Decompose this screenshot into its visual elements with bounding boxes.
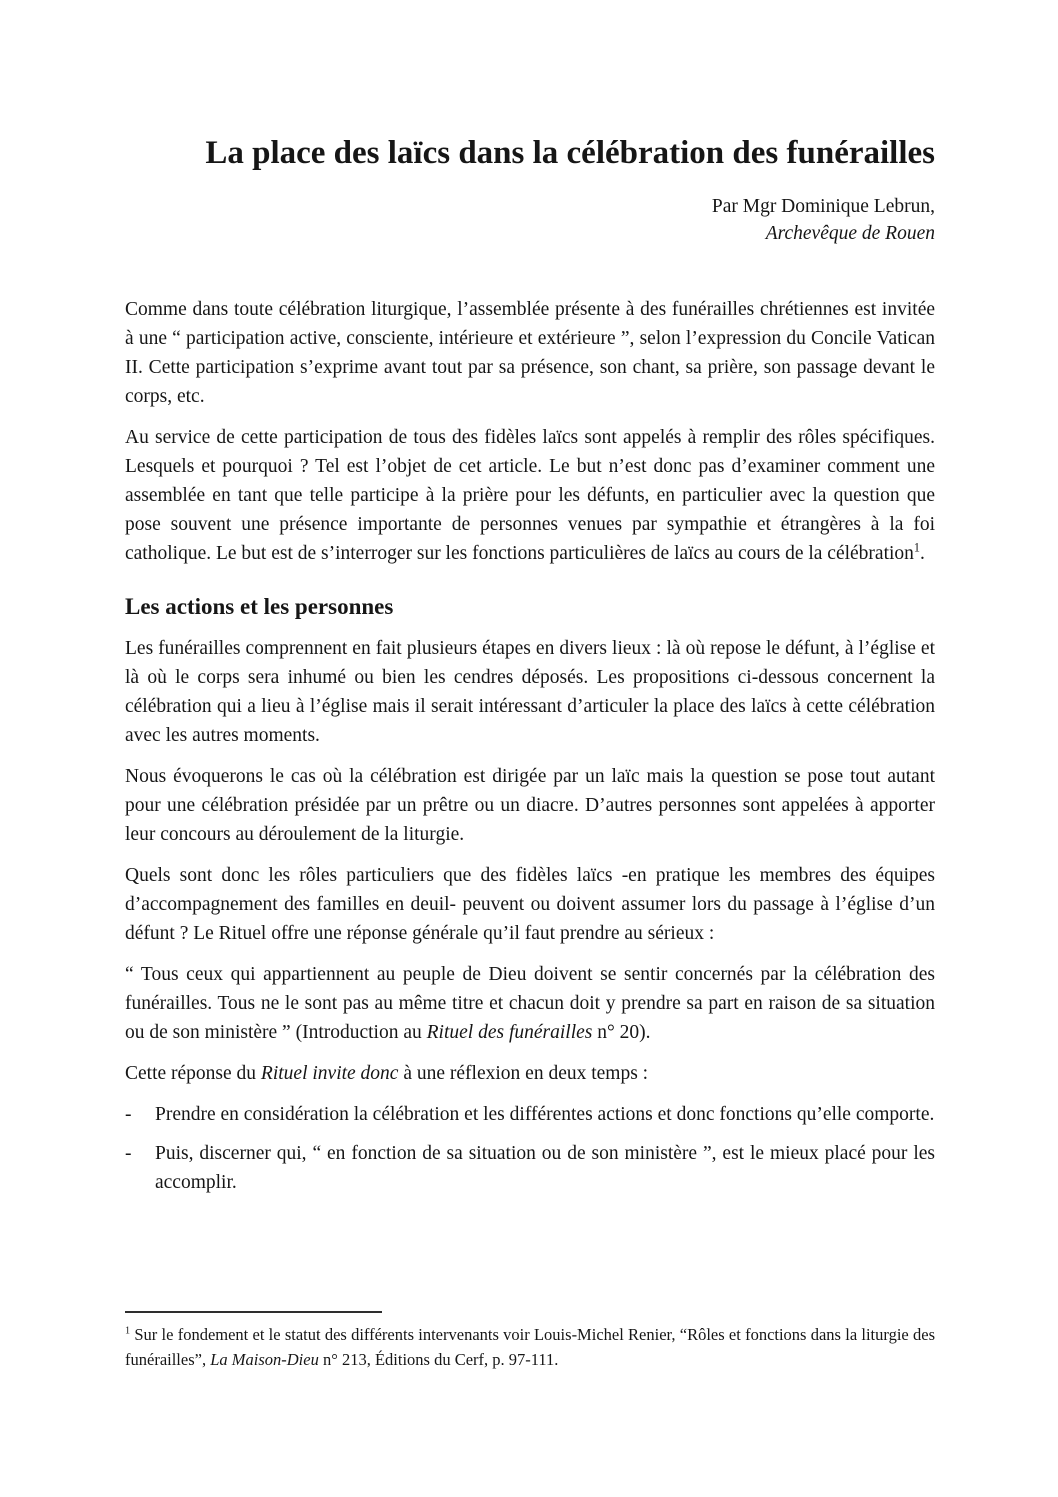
paragraph-section1-2: Nous évoquerons le cas où la célébration est dirigée par un laïc mais la question se pose tout autant pour une célébration présidée par un prêtre ou un diacre. D’autres personnes sont appelées à apporter leur concours au déroulement de la liturgie. [125,766,935,845]
section-heading-actions-personnes: Les actions et les personnes [125,594,394,619]
bullet-list [125,1100,935,1197]
document-title: La place des laïcs dans la célébration des funérailles [205,135,935,171]
byline-role: Archevêque de Rouen [765,223,935,244]
list-item-marker: - [125,1104,132,1125]
footnote-block [125,1311,935,1372]
document-content [0,130,1058,1369]
list-item [125,1100,935,1129]
paragraph-intro-1: Comme dans toute célébration liturgique, l’assemblée présente à des funérailles chrétiennes est invitée à une “ participation active, consciente, intérieure et extérieure ”, selon l’expression du Concile Vatican II. Cette participation s’exprime avant tout par sa présence, son chant, sa prière, son passage devant le corps, etc. [125,299,935,407]
footnote-text: $^1$ Sur le fondement et le statut des différents intervenants voir Louis-Michel Renier, “Rôles et fonctions dans la liturgie des funérailles”, La Maison-Dieu n° 213, Éditions du Cerf, p. 97-111. [125,1325,935,1369]
paragraph-section1-3: Quels sont donc les rôles particuliers que des fidèles laïcs -en pratique les membres des équipes d’accompagnement des familles en deuil- peuvent ou doivent assumer lors du passage à l’église d’un défunt ? Le Rituel offre une réponse générale qu’il faut prendre au sérieux : [125,865,935,944]
byline-author: Par Mgr Dominique Lebrun, [711,196,935,217]
list-item [125,1139,935,1197]
paragraph-quote-rituel: “ Tous ceux qui appartiennent au peuple de Dieu doivent se sentir concernés par la célébration des funérailles. Tous ne le sont pas au même titre et chacun doit y prendre sa part en raison de sa situation ou de son ministère ” (Introduction au Rituel des funérailles n° 20). [125,964,935,1043]
footnote-separator [125,1311,382,1313]
paragraph-section1-1: Les funérailles comprennent en fait plusieurs étapes en divers lieux : là où repose le défunt, à l’église et là où le corps sera inhumé ou bien les cendres déposés. Les propositions ci-dessous concernent la célébration qui a lieu à l’église mais il serait intéressant d’articuler la place des laïcs à cette célébration avec les autres moments. [125,638,935,746]
list-item-text: Prendre en considération la célébration et les différentes actions et donc fonctions qu’elle comporte. [155,1104,935,1125]
paragraph-intro-2: Au service de cette participation de tous des fidèles laïcs sont appelés à remplir des rôles spécifiques. Lesquels et pourquoi ? Tel est l’objet de cet article. Le but n’est donc pas d’examiner comment une assemblée en tant que telle participe à la prière pour les défunts, en particulier avec la question que pose souvent une présence importante de personnes venues par sympathie et étrangères à la foi catholique. Le but est de s’interroger sur les fonctions particulières de laïcs au cours de la célébration$^1$. [125,427,935,564]
paragraph-reflexion-intro: Cette réponse du Rituel invite donc à une réflexion en deux temps : [125,1063,649,1084]
byline [125,193,935,247]
list-item-marker: - [125,1143,132,1164]
list-item-text: Puis, discerner qui, “ en fonction de sa situation ou de son ministère ”, est le mieux placé pour les accomplir. [155,1143,935,1193]
